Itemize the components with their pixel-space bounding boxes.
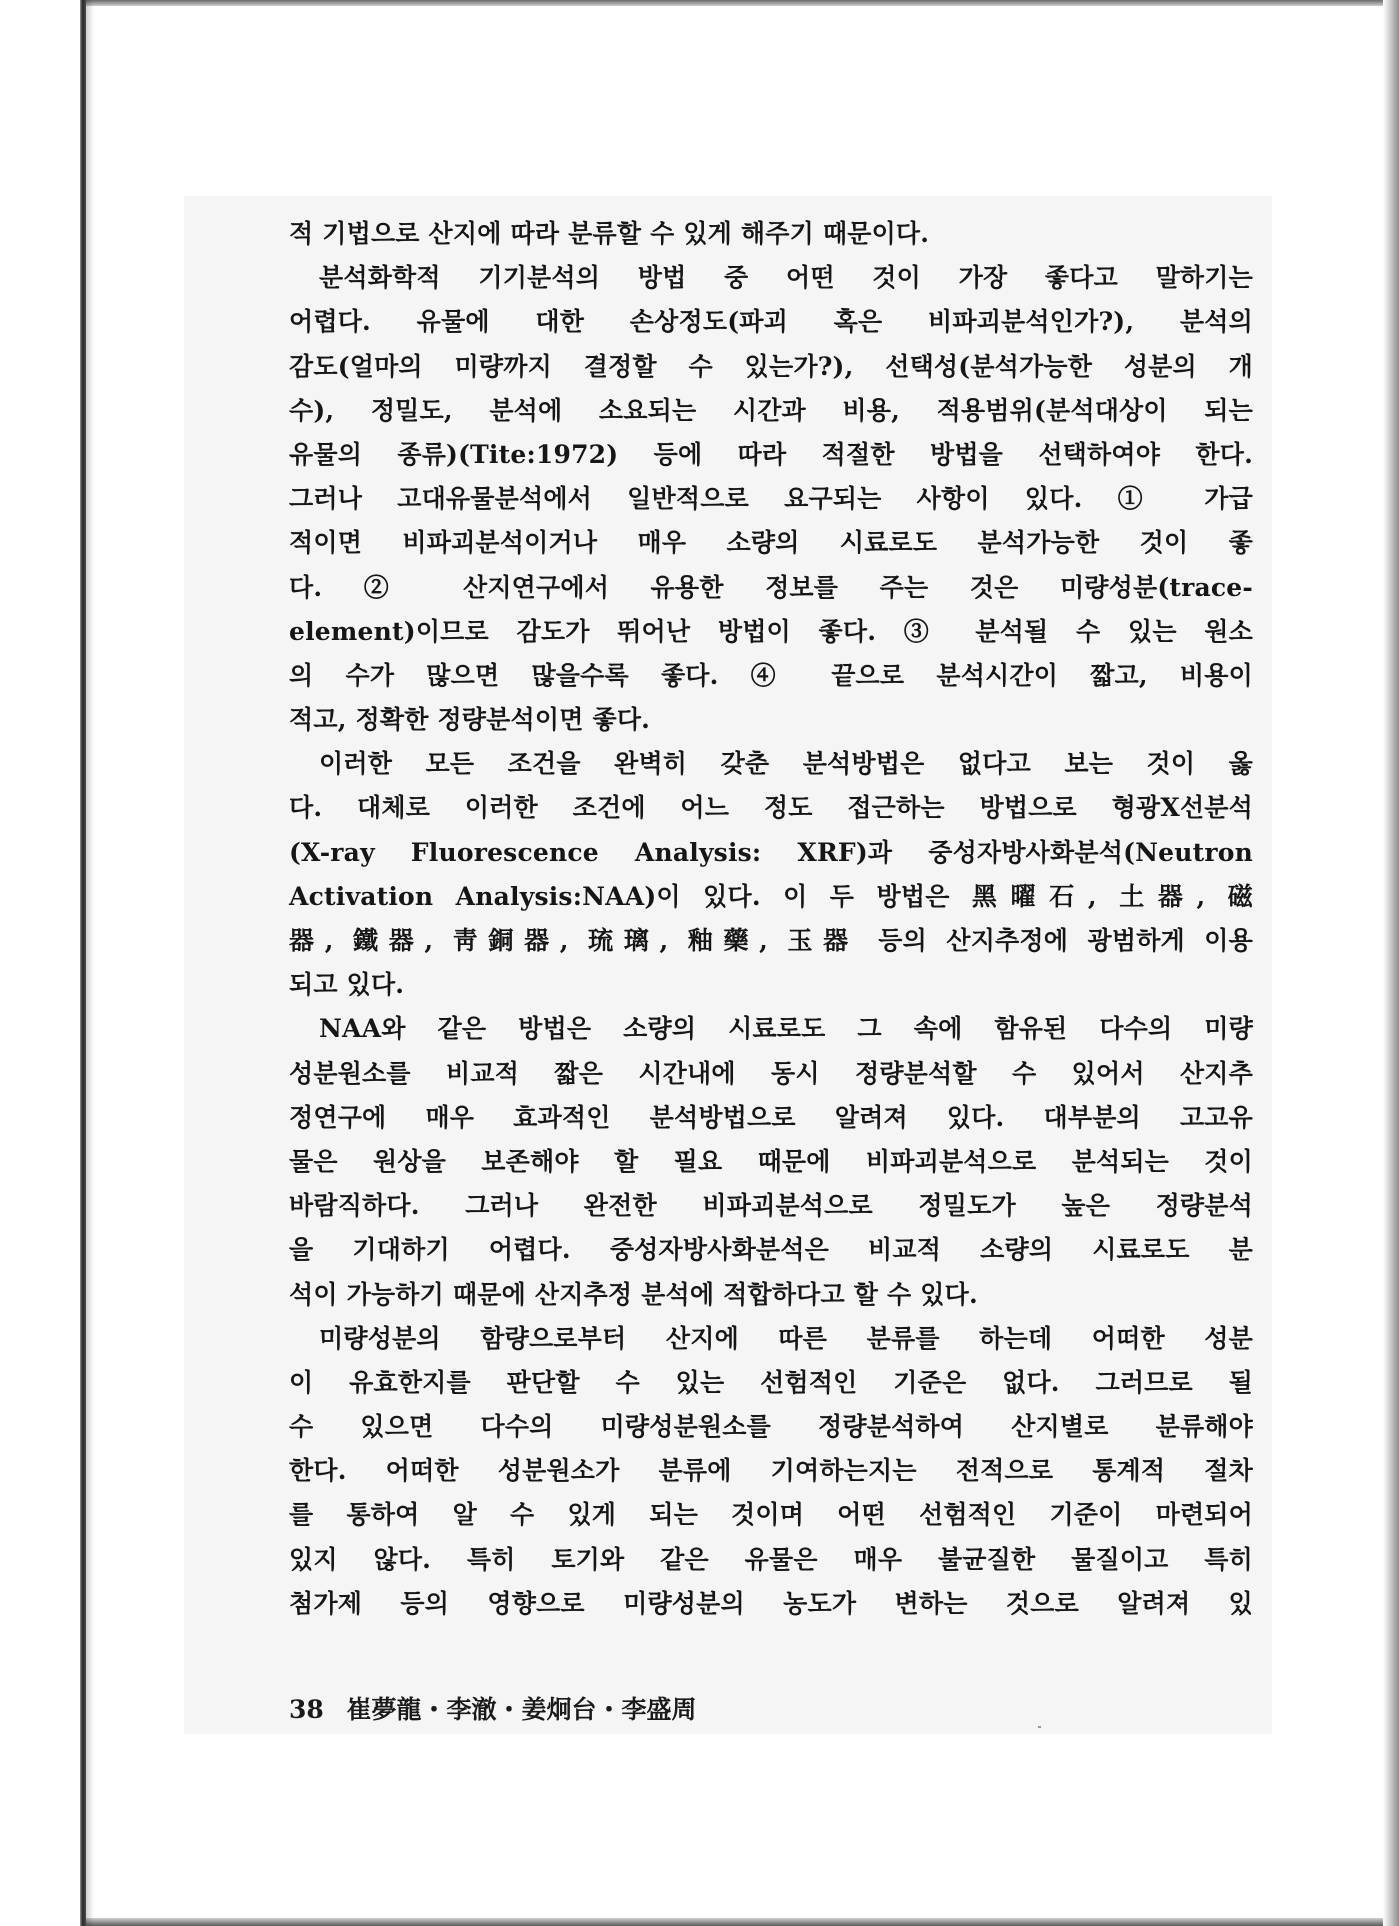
page-right-edge bbox=[1383, 0, 1399, 1926]
text-line: 적고, 정확한 정량분석이면 좋다. bbox=[289, 705, 651, 735]
text-line: 정연구에 매우 효과적인 분석방법으로 알려져 있다. 대부분의 고고유 bbox=[289, 1102, 1253, 1132]
text-line: NAA와 같은 방법은 소량의 시료로도 그 속에 함유된 다수의 미량 bbox=[319, 1014, 1253, 1044]
text-line: 수 있으면 다수의 미량성분원소를 정량분석하여 산지별로 분류해야 bbox=[289, 1412, 1253, 1442]
text-line: 器, 鐵器, 靑銅器, 琉璃, 釉藥, 玉器 등의 산지추정에 광범하게 이용 bbox=[289, 926, 1253, 955]
text-line: 수), 정밀도, 분석에 소요되는 시간과 비용, 적용범위(분석대상이 되는 bbox=[289, 395, 1253, 425]
text-line: Activation Analysis:NAA)이 있다. 이 두 방법은 黑曜石, 土器, 磁 bbox=[289, 881, 1253, 911]
text-line: 다. 대체로 이러한 조건에 어느 정도 접근하는 방법으로 형광X선분석 bbox=[289, 793, 1253, 823]
text-line: 를 통하여 알 수 있게 되는 것이며 어떤 선험적인 기준이 마련되어 bbox=[289, 1500, 1253, 1530]
text-line: 있지 않다. 특히 토기와 같은 유물은 매우 불균질한 물질이고 특히 bbox=[289, 1544, 1253, 1574]
text-line: 물은 원상을 보존해야 할 필요 때문에 비파괴분석으로 분석되는 것이 bbox=[289, 1146, 1253, 1176]
page-number: 38 bbox=[289, 1695, 324, 1724]
text-line: 한다. 어떠한 성분원소가 분류에 기여하는지는 전적으로 통계적 절차 bbox=[289, 1456, 1253, 1486]
text-line: 이러한 모든 조건을 완벽히 갖춘 분석방법은 없다고 보는 것이 옳 bbox=[319, 749, 1253, 779]
text-line: 성분원소를 비교적 짧은 시간내에 동시 정량분석할 수 있어서 산지추 bbox=[289, 1058, 1254, 1088]
scan-speck bbox=[1038, 1726, 1041, 1728]
page-bottom-edge bbox=[80, 1918, 1399, 1926]
text-line: 적이면 비파괴분석이거나 매우 소량의 시료로도 분석가능한 것이 좋 bbox=[289, 528, 1253, 558]
text-line: 되고 있다. bbox=[289, 970, 405, 1000]
text-line: 그러나 고대유물분석에서 일반적으로 요구되는 사항이 있다. ① 가급 bbox=[289, 484, 1253, 514]
text-line: element)이므로 감도가 뛰어난 방법이 좋다. ③ 분석될 수 있는 원소 bbox=[289, 616, 1253, 646]
text-line: 어렵다. 유물에 대한 손상정도(파괴 혹은 비파괴분석인가?), 분석의 bbox=[289, 307, 1253, 337]
text-line: 유물의 종류)(Tite:1972) 등에 따라 적절한 방법을 선택하여야 한다. bbox=[289, 439, 1253, 469]
text-line: 미량성분의 함량으로부터 산지에 따른 분류를 하는데 어떠한 성분 bbox=[319, 1323, 1253, 1353]
page-top-edge bbox=[80, 0, 1399, 6]
running-footer-authors: 崔夢龍・李澈・姜炯台・李盛周 bbox=[346, 1695, 697, 1724]
text-line: (X-ray Fluorescence Analysis: XRF)과 중성자방사화분석(Neutron bbox=[289, 837, 1253, 867]
page-footer bbox=[289, 1690, 697, 1726]
page-left-shadow bbox=[86, 0, 94, 1926]
text-line: 바람직하다. 그러나 완전한 비파괴분석으로 정밀도가 높은 정량분석 bbox=[289, 1191, 1253, 1221]
text-line: 을 기대하기 어렵다. 중성자방사화분석은 비교적 소량의 시료로도 분 bbox=[289, 1235, 1253, 1265]
text-line: 첨가제 등의 영향으로 미량성분의 농도가 변하는 것으로 알려져 있 bbox=[289, 1588, 1253, 1618]
text-line: 다. ② 산지연구에서 유용한 정보를 주는 것은 미량성분(trace- bbox=[289, 572, 1253, 602]
text-line: 적 기법으로 산지에 따라 분류할 수 있게 해주기 때문이다. bbox=[289, 219, 930, 248]
body-text bbox=[289, 212, 1253, 1626]
text-line: 감도(얼마의 미량까지 결정할 수 있는가?), 선택성(분석가능한 성분의 개 bbox=[289, 351, 1253, 381]
text-line: 의 수가 많으면 많을수록 좋다. ④ 끝으로 분석시간이 짧고, 비용이 bbox=[289, 660, 1253, 690]
text-line: 석이 가능하기 때문에 산지추정 분석에 적합하다고 할 수 있다. bbox=[289, 1279, 978, 1309]
text-line: 분석화학적 기기분석의 방법 중 어떤 것이 가장 좋다고 말하기는 bbox=[319, 263, 1253, 293]
text-line: 이 유효한지를 판단할 수 있는 선험적인 기준은 없다. 그러므로 될 bbox=[289, 1367, 1253, 1397]
